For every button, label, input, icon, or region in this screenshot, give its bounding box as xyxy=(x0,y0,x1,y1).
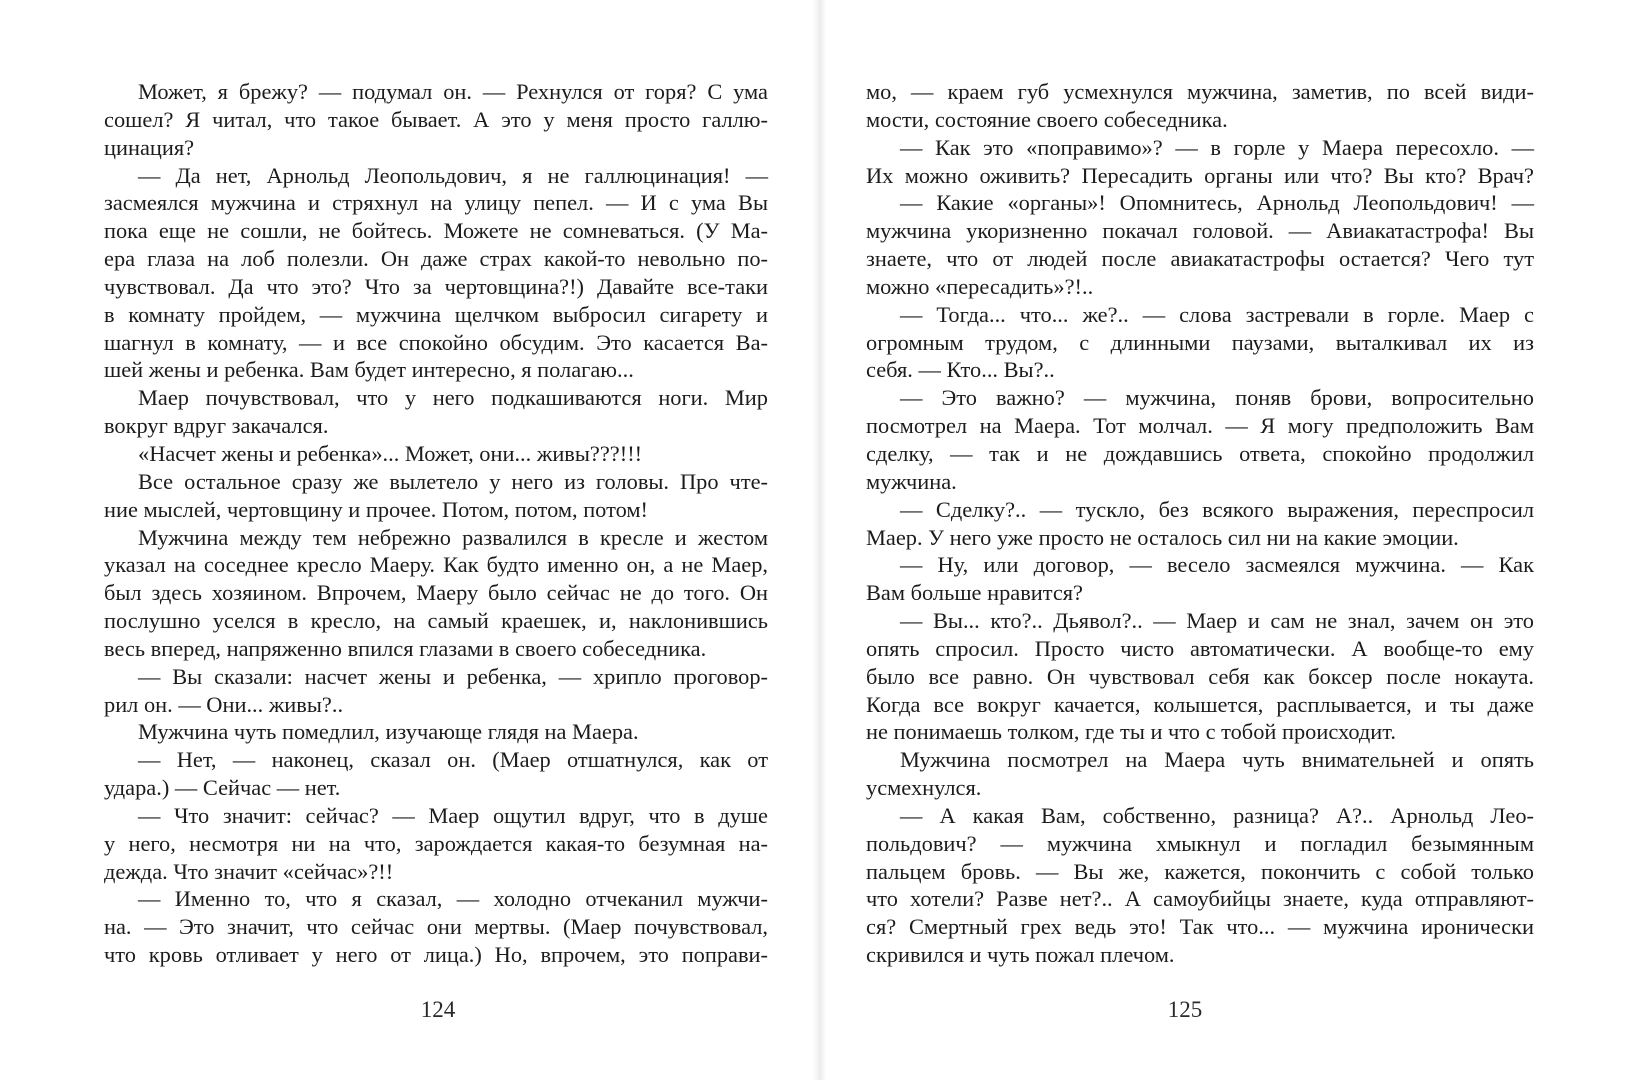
text-line: пока еще не сошли, не бойтесь. Можете не сомневаться. (У Ма- xyxy=(104,218,768,244)
text-line: мужчина укоризненно покачал головой. — Авиакатастрофа! Вы xyxy=(866,218,1534,244)
text-line: ся? Смертный грех ведь это! Так что... — мужчина иронически xyxy=(866,914,1534,940)
text-line: у него, несмотря ни на что, зарождается какая-то безумная на- xyxy=(104,830,768,856)
text-line: вокруг вдруг закачался. xyxy=(104,413,329,439)
text-line: «Насчет жены и ребенка»... Может, они... живы???!!! xyxy=(138,440,643,466)
text-line: знаете, что от людей после авиакатастрофы остается? Чего тут xyxy=(866,246,1534,272)
text-line: в комнату пройдем, — мужчина щелчком выбросил сигарету и xyxy=(104,301,768,327)
text-line: шагнул в комнату, — и все спокойно обсудим. Это касается Ва- xyxy=(104,329,768,355)
text-line: сошел? Я читал, что такое бывает. А это у меня просто галлю- xyxy=(104,106,768,132)
text-line: Вам больше нравится? xyxy=(866,580,1083,606)
left-page-text xyxy=(104,78,768,969)
text-line: удара.) — Сейчас — нет. xyxy=(104,775,341,801)
text-line: что кровь отливает у него от лица.) Но, впрочем, это поправи- xyxy=(104,942,768,968)
text-line: шей жены и ребенка. Вам будет интересно, я полагаю... xyxy=(104,357,634,383)
text-line: — Сделку?.. — тускло, без всякого выражения, переспросил xyxy=(900,496,1534,522)
text-line: дежда. Что значит «сейчас»?!! xyxy=(104,858,394,884)
text-line: Мужчина посмотрел на Маера чуть внимательней и опять xyxy=(900,747,1534,773)
left-page-number: 124 xyxy=(420,997,456,1022)
text-line: не понимаешь толком, где ты и что с тобой происходит. xyxy=(866,719,1396,745)
text-line: мо, — краем губ усмехнулся мужчина, заметив, по всей види- xyxy=(866,79,1534,104)
right-page-text xyxy=(866,78,1534,969)
text-line: огромным трудом, с длинными паузами, выталкивал их из xyxy=(866,329,1534,355)
text-line: мости, состояние своего собеседника. xyxy=(866,106,1228,132)
text-line: — Именно то, что я сказал, — холодно отчеканил мужчи- xyxy=(138,886,768,912)
text-line: Когда все вокруг качается, колышется, расплывается, и ты даже xyxy=(866,691,1534,717)
text-line: — Как это «поправимо»? — в горле у Маера пересохло. — xyxy=(900,134,1534,160)
text-line: Все остальное сразу же вылетело у него из головы. Про чте- xyxy=(138,468,768,494)
text-line: усмехнулся. xyxy=(866,775,982,801)
text-line: — А какая Вам, собственно, разница? А?.. Арнольд Лео- xyxy=(900,802,1534,828)
text-line: Их можно оживить? Пересадить органы или что? Вы кто? Врач? xyxy=(866,162,1534,188)
text-line: — Это важно? — мужчина, поняв брови, вопросительно xyxy=(900,385,1534,411)
text-line: послушно уселся в кресло, на самый краешек, и, наклонившись xyxy=(104,608,768,634)
text-line: указал на соседнее кресло Маеру. Как будто именно он, а не Маер, xyxy=(104,552,768,578)
text-line: Мужчина между тем небрежно развалился в кресле и жестом xyxy=(138,524,768,550)
text-line: на. — Это значит, что сейчас они мертвы. (Маер почувствовал, xyxy=(104,914,768,940)
text-line: — Нет, — наконец, сказал он. (Маер отшатнулся, как от xyxy=(138,747,768,773)
text-line: чувствовал. Да что это? Что за чертовщина?!) Давайте все-таки xyxy=(104,273,768,299)
text-line: посмотрел на Маера. Тот молчал. — Я могу предположить Вам xyxy=(866,413,1534,439)
text-line: пальцем бровь. — Вы же, кажется, покончить с собой только xyxy=(866,858,1534,884)
text-line: себя. — Кто... Вы?.. xyxy=(866,357,1055,383)
text-line: — Какие «органы»! Опомнитесь, Арнольд Леопольдович! — xyxy=(900,190,1534,216)
text-line: — Тогда... что... же?.. — слова застревали в горле. Маер с xyxy=(900,301,1534,327)
text-line: ера глаза на лоб полезли. Он даже страх какой-то невольно по- xyxy=(104,246,768,272)
text-line: мужчина. xyxy=(866,468,957,494)
text-line: был здесь хозяином. Впрочем, Маеру было сейчас не до того. Он xyxy=(104,580,768,606)
text-line: опять спросил. Просто чисто автоматически. А вообще-то ему xyxy=(866,635,1534,661)
text-line: скривился и чуть пожал плечом. xyxy=(866,942,1175,968)
text-line: цинация? xyxy=(104,134,195,160)
text-line: — Да нет, Арнольд Леопольдович, я не галлюцинация! — xyxy=(138,162,768,188)
text-line: засмеялся мужчина и стряхнул на улицу пепел. — И с ума Вы xyxy=(104,190,768,216)
text-line: сделку, — так и не дождавшись ответа, спокойно продолжил xyxy=(866,440,1534,466)
text-line: что хотели? Разве нет?.. А самоубийцы знаете, куда отправляют- xyxy=(866,886,1534,912)
text-line: Маер почувствовал, что у него подкашиваются ноги. Мир xyxy=(138,385,768,411)
text-line: Может, я брежу? — подумал он. — Рехнулся от горя? С ума xyxy=(138,79,768,104)
book-gutter xyxy=(812,0,826,1080)
right-page-number: 125 xyxy=(1167,997,1203,1022)
text-line: рил он. — Они... живы?.. xyxy=(104,691,344,717)
text-line: можно «пересадить»?!.. xyxy=(866,273,1094,299)
text-line: ние мыслей, чертовщину и прочее. Потом, потом, потом! xyxy=(104,496,648,522)
text-line: — Вы сказали: насчет жены и ребенка, — хрипло проговор- xyxy=(138,663,768,689)
text-line: было все равно. Он чувствовал себя как боксер после нокаута. xyxy=(866,663,1534,689)
text-line: Мужчина чуть помедлил, изучающе глядя на Маера. xyxy=(138,719,639,745)
text-line: — Вы... кто?.. Дьявол?.. — Маер и сам не знал, зачем он это xyxy=(900,608,1534,634)
text-line: весь вперед, напряженно впился глазами в своего собеседника. xyxy=(104,635,707,661)
text-line: — Ну, или договор, — весело засмеялся мужчина. — Как xyxy=(900,552,1534,578)
text-line: Маер. У него уже просто не осталось сил ни на какие эмоции. xyxy=(866,524,1459,550)
text-line: — Что значит: сейчас? — Маер ощутил вдруг, что в душе xyxy=(138,802,768,828)
text-line: польдович? — мужчина хмыкнул и погладил безымянным xyxy=(866,830,1534,856)
